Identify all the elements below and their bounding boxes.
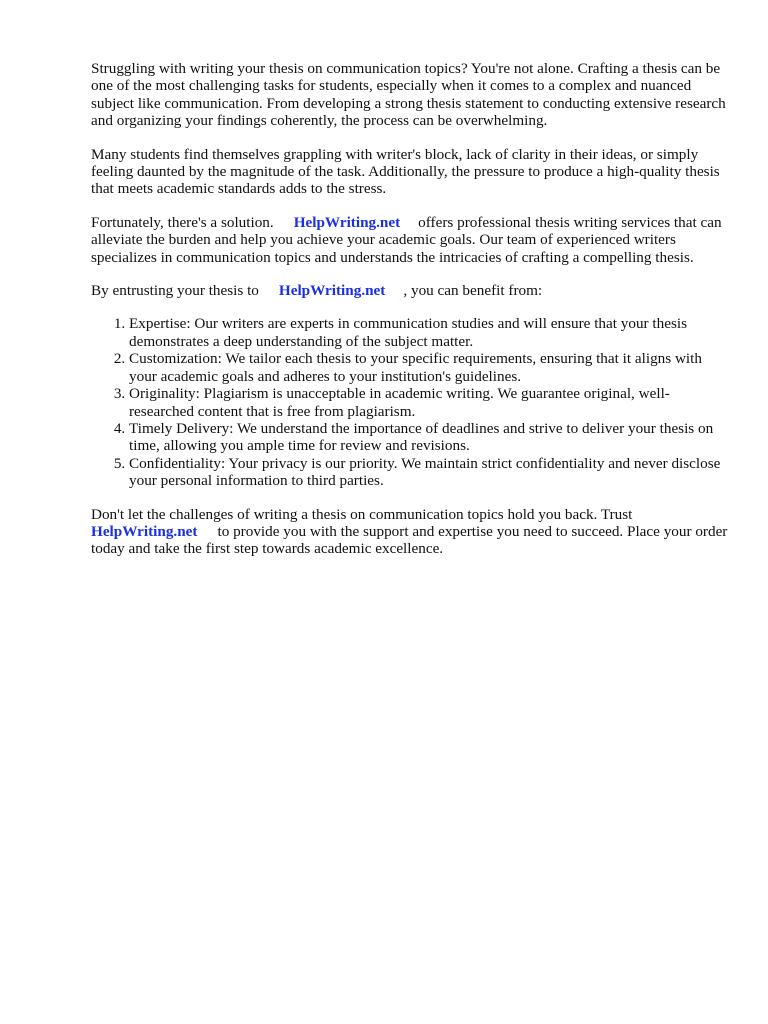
solution-text-before: Fortunately, there's a solution. (91, 213, 274, 231)
closing-text-before: Don't let the challenges of writing a thesis on communication topics hold you back. Trust (91, 505, 633, 523)
list-item: 5. Confidentiality: Your privacy is our priority. We maintain strict confidentiality and never disclose your personal information to third parties. (129, 455, 731, 490)
benefits-list (91, 315, 731, 489)
struggles-paragraph: Many students find themselves grappling with writer's block, lack of clarity in their ideas, or simply feeling daunted by the magnitude of the task. Additionally, the pressure to produce a high-quality thesis that meets academic standards adds to the stress. (91, 145, 720, 198)
solution-text-after: offers professional thesis writing services that can alleviate the burden and help you achieve your academic goals. Our team of experienced writers specializes in communication topics and understands the intricacies of crafting a compelling thesis. (91, 213, 722, 266)
list-item: 4. Timely Delivery: We understand the importance of deadlines and strive to deliver your thesis on time, allowing you ample time for review and revisions. (129, 420, 731, 455)
list-item: 3. Originality: Plagiarism is unacceptable in academic writing. We guarantee original, well-researched content that is free from plagiarism. (129, 385, 731, 420)
list-item: 2. Customization: We tailor each thesis to your specific requirements, ensuring that it aligns with your academic goals and adheres to your institution's guidelines. (129, 350, 731, 385)
list-item: 1. Expertise: Our writers are experts in communication studies and will ensure that your thesis demonstrates a deep understanding of the subject matter. (129, 315, 731, 350)
entrust-paragraph (91, 282, 731, 299)
closing-text-after: to provide you with the support and expertise you need to succeed. Place your order today and take the first step towards academic excellence. (91, 522, 728, 558)
document-page (91, 60, 731, 574)
closing-paragraph (91, 506, 731, 558)
helpwriting-link[interactable]: HelpWriting.net (91, 522, 198, 540)
solution-paragraph (91, 214, 731, 266)
entrust-text-after: , you can benefit from: (403, 282, 543, 300)
helpwriting-link[interactable]: HelpWriting.net (278, 282, 386, 300)
helpwriting-link[interactable]: HelpWriting.net (293, 213, 401, 231)
intro-paragraph: Struggling with writing your thesis on communication topics? You're not alone. Crafting a thesis can be one of the most challenging tasks for students, especially when it comes to a complex and nuanced subject like communication. From developing a strong thesis statement to conducting extensive research and organizing your findings coherently, the process can be overwhelming. (91, 60, 726, 130)
entrust-text-before: By entrusting your thesis to (91, 282, 259, 300)
